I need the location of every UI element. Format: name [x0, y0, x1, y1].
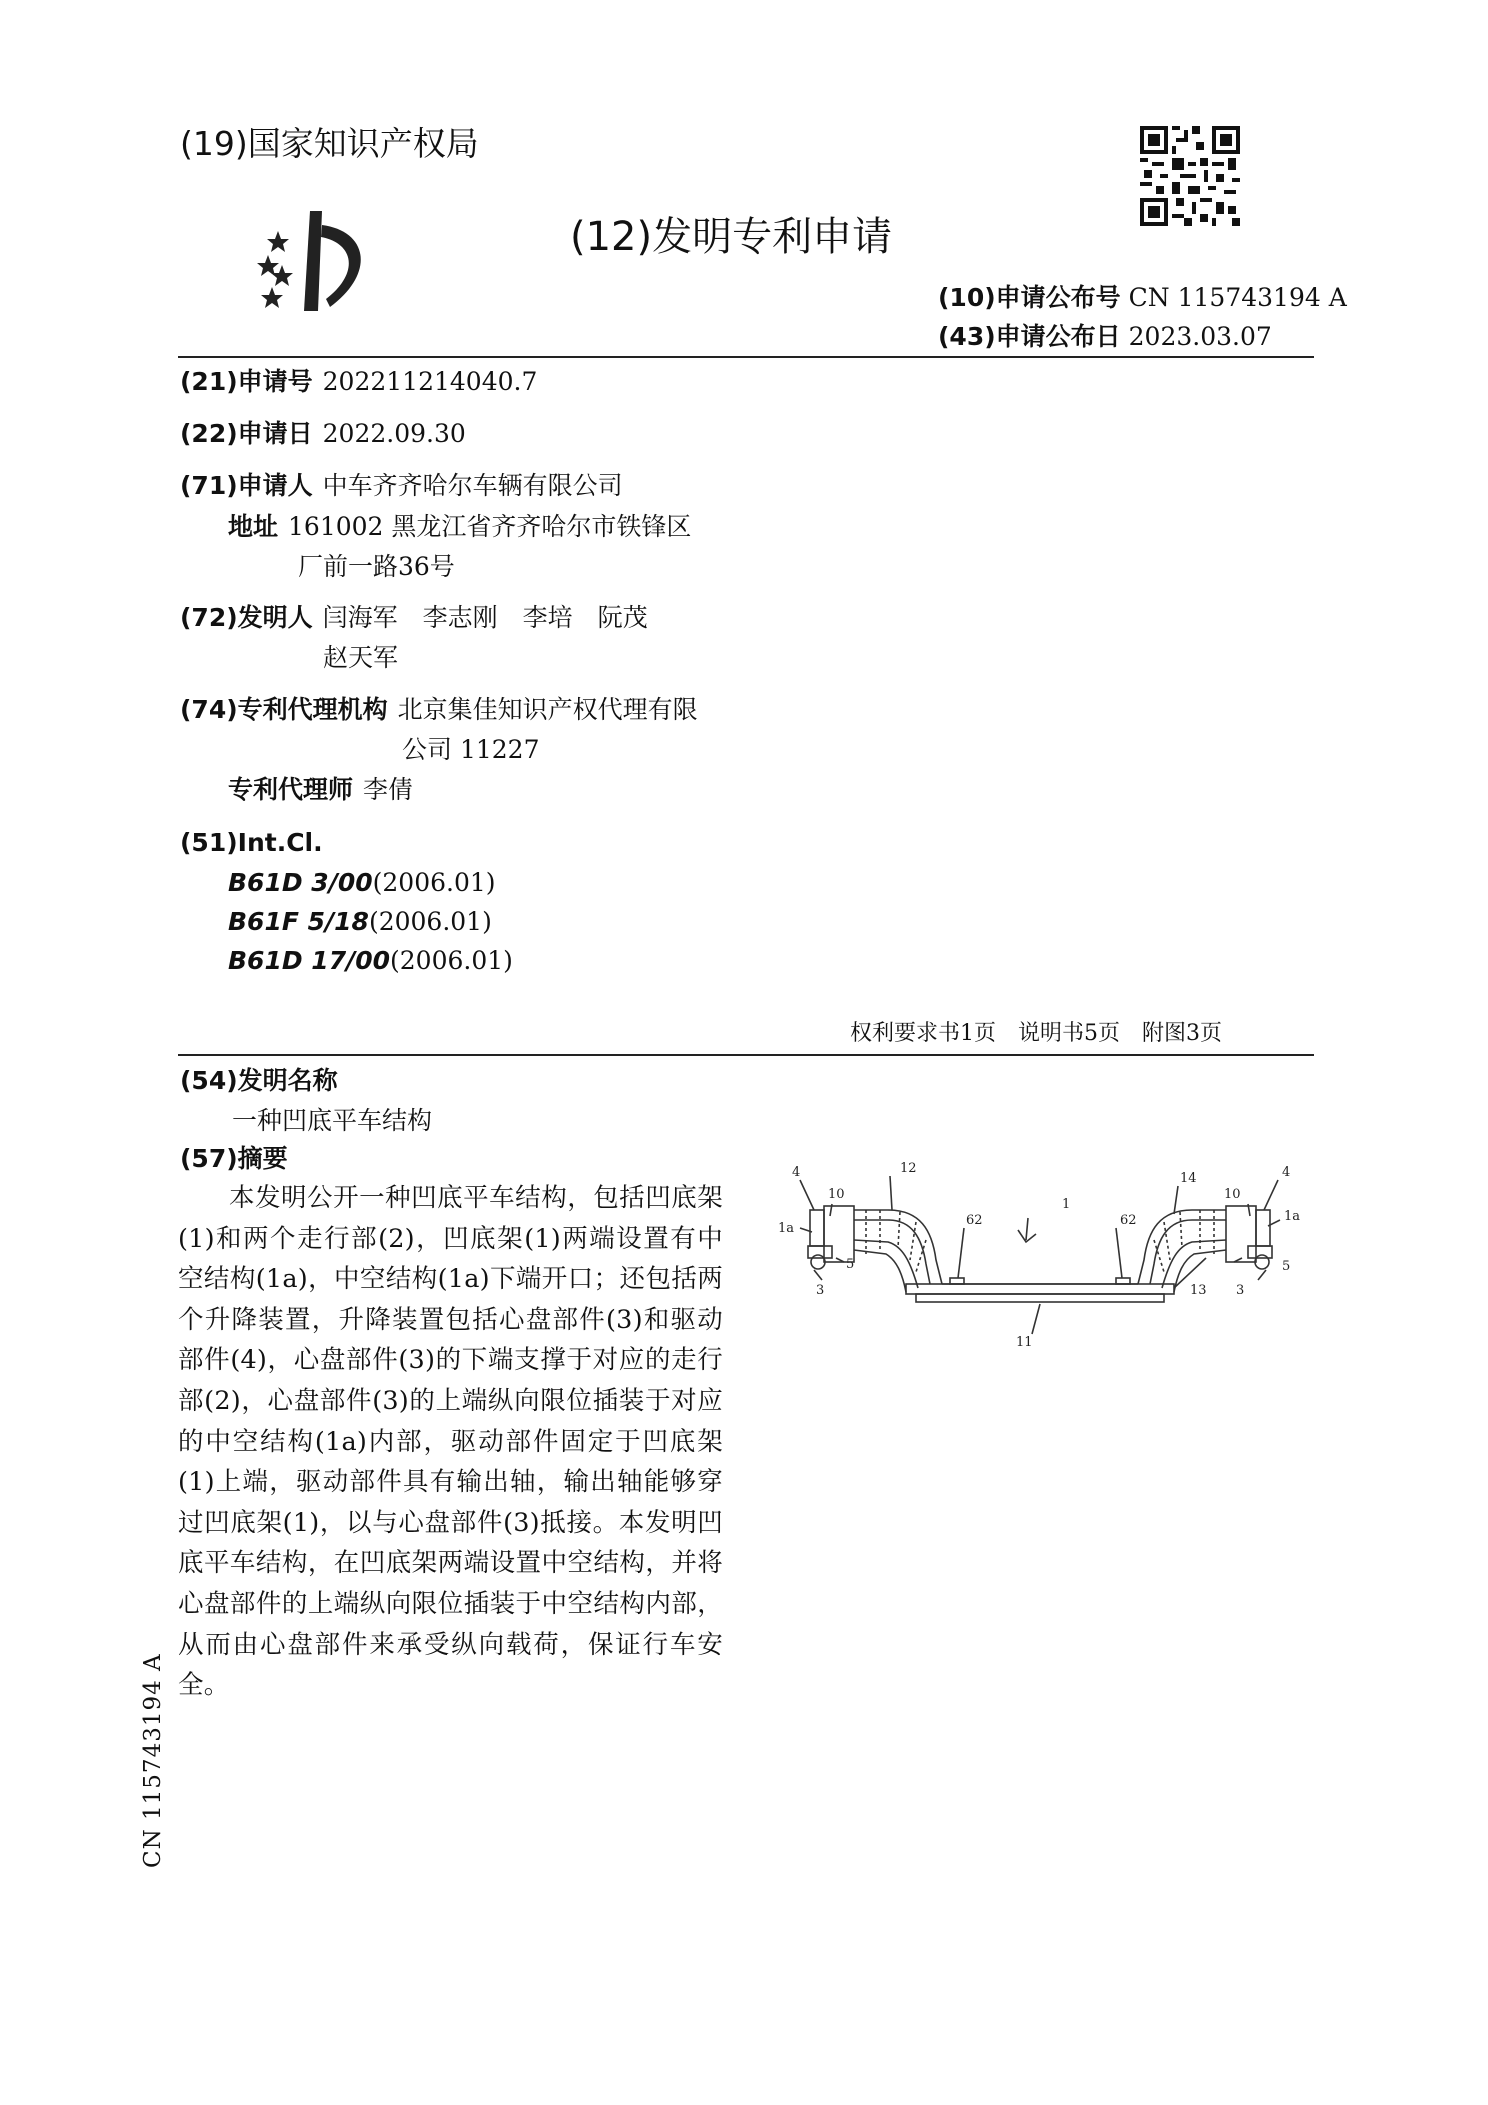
abstract-text: 本发明公开一种凹底平车结构，包括凹底架(1)和两个走行部(2)，凹底架(1)两端设置有中空结构(1a)，中空结构(1a)下端开口；还包括两个升降装置，升降装置包括心盘部件(3)和驱动部件(4)，心盘部件(3)的下端支撑于对应的走行部(2)，心盘部件(3)的上端纵向限位插装于对应的中空结构(1a)内部，驱动部件固定于凹底架(1)上端，驱动部件具有输出轴，输出轴能够穿过凹底架(1)，以与心盘部件(3)抵接。本发明凹底平车结构，在凹底架两端设置中空结构，并将心盘部件的上端纵向限位插装于中空结构内部，从而由心盘部件来承受纵向载荷，保证行车安全。 — [178, 1183, 723, 1701]
patent-agency: (74)专利代理机构 北京集佳知识产权代理有限 — [180, 695, 698, 724]
figure-label: 5 — [846, 1257, 855, 1272]
figure-label: 1 — [1062, 1197, 1071, 1212]
office-name: (19)国家知识产权局 — [180, 124, 479, 163]
address: 地址 161002 黑龙江省齐齐哈尔市铁锋区 — [228, 512, 692, 541]
side-publication-number: CN 115743194 A — [140, 1653, 166, 1868]
ipc-entry: B61D 17/00(2006.01) — [228, 946, 513, 975]
publication-date: (43)申请公布日 2023.03.07 — [938, 322, 1272, 351]
figure-label: 10 — [1224, 1187, 1241, 1202]
figure-label: 1a — [778, 1221, 795, 1236]
document-type: (12)发明专利申请 — [570, 214, 893, 260]
figure-label: 13 — [1190, 1283, 1207, 1298]
applicant: (71)申请人 中车齐齐哈尔车辆有限公司 — [180, 471, 623, 500]
patent-agent: 专利代理师 李倩 — [228, 775, 414, 804]
qr-code-icon — [1140, 126, 1240, 226]
figure-label: 3 — [1236, 1283, 1245, 1298]
invention-title: 一种凹底平车结构 — [232, 1106, 433, 1135]
figure-label: 1a — [1284, 1209, 1301, 1224]
int-cl-label: (51)Int.Cl. — [180, 828, 323, 857]
flatcar-figure — [770, 1148, 1310, 1348]
application-number: (21)申请号 202211214040.7 — [180, 367, 538, 396]
section-divider — [178, 1054, 1314, 1056]
publication-number: (10)申请公布号 CN 115743194 A — [938, 283, 1347, 312]
title-label: (54)发明名称 — [180, 1066, 338, 1095]
page-counts: 权利要求书1页 说明书5页 附图3页 — [850, 1021, 1222, 1046]
figure-label: 14 — [1180, 1171, 1197, 1186]
inventors: (72)发明人 闫海军 李志刚 李培 阮茂 — [180, 603, 648, 632]
figure-label: 62 — [966, 1213, 983, 1228]
figure-label: 4 — [792, 1165, 801, 1180]
figure-label: 11 — [1016, 1335, 1033, 1348]
patent-agency-line-2: 公司 11227 — [402, 735, 540, 764]
figure-label: 3 — [816, 1283, 825, 1298]
ipc-entry: B61D 3/00(2006.01) — [228, 868, 496, 897]
address-line-2: 厂前一路36号 — [298, 552, 455, 581]
inventors-line-2: 赵天军 — [323, 643, 399, 672]
figure-label: 10 — [828, 1187, 845, 1202]
figure-label: 12 — [900, 1161, 917, 1176]
figure-label: 62 — [1120, 1213, 1137, 1228]
ipc-entry: B61F 5/18(2006.01) — [228, 907, 492, 936]
header-divider — [178, 356, 1314, 358]
figure-label: 5 — [1282, 1259, 1291, 1274]
cnipa-logo-icon — [248, 203, 388, 315]
application-date: (22)申请日 2022.09.30 — [180, 419, 466, 448]
figure-label: 4 — [1282, 1165, 1291, 1180]
abstract-label: (57)摘要 — [180, 1144, 288, 1173]
